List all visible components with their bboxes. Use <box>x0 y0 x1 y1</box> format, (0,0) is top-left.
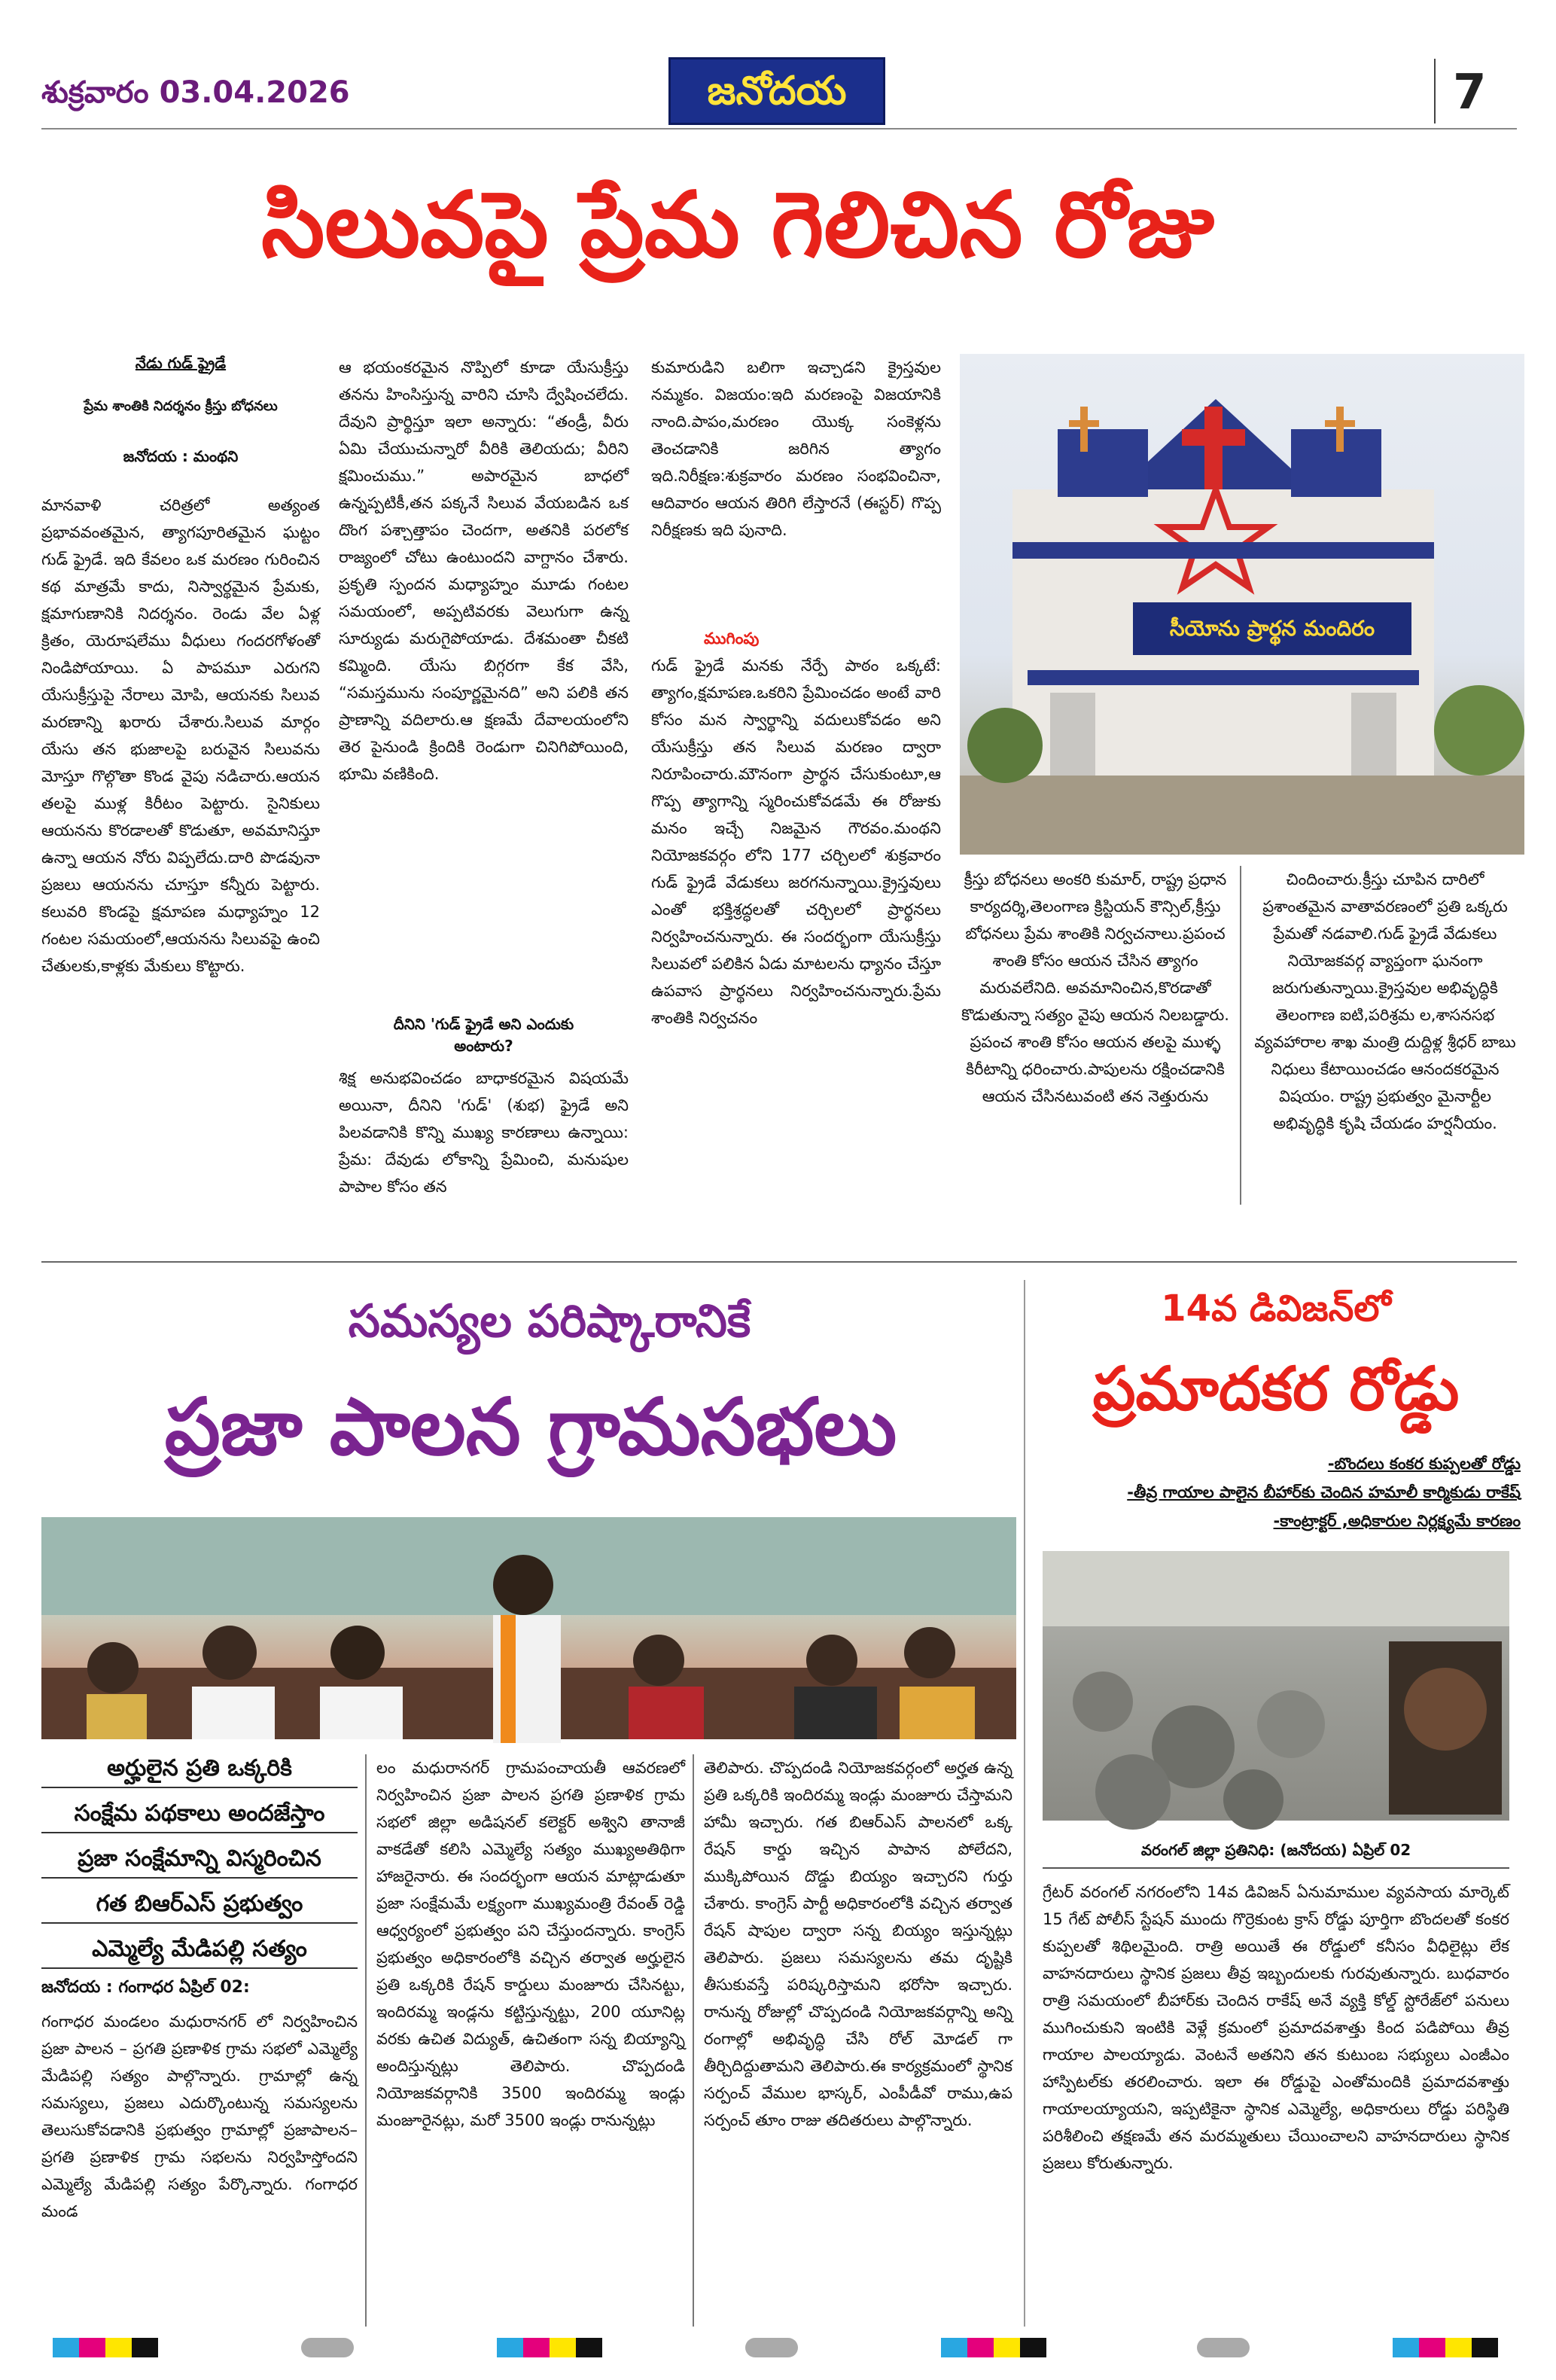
lead-col-2b-text: శిక్ష అనుభవించడం బాధాకరమైన విషయమే అయినా, దీనిని 'గుడ్' (శుభ) ఫ్రైడే అని పిలవడానికి కొన్ని ముఖ్య కారణాలు ఉన్నాయి: ప్రేమ: దేవుడు లోకాన్ని ప్రేమించి, మనుషుల పాపాల కోసం తన <box>339 1069 634 1196</box>
third-dateline-rule <box>1043 1867 1509 1869</box>
third-dateline: వరంగల్ జిల్లా ప్రతినిధి: (జనోదయ) ఏప్రిల్ 02 <box>1140 1841 1411 1859</box>
second-sub-1: అర్హులైన ప్రతి ఒక్కరికి <box>41 1751 358 1788</box>
col-divider-2 <box>365 1754 367 2327</box>
second-kicker: సమస్యల పరిష్కారానికే <box>348 1295 751 1348</box>
third-bullet-1: -బొందలు కంకర కుప్పలతో రోడ్డు <box>1327 1455 1521 1473</box>
lead-col-3 <box>651 354 946 1209</box>
second-col-2 <box>376 1754 690 2319</box>
lead-col-2 <box>339 354 634 1230</box>
masthead-divider <box>1434 59 1436 123</box>
lead-col-3-text: కుమారుడిని బలిగా ఇచ్చాడని క్రైస్తవుల నమ్మకం. విజయం:ఇది మరణంపై విజయానికి నాంది.పాపం,మరణం యొక్క సంకెళ్లను తెంచడానికి జరిగిన త్యాగం ఇది.నిరీక్షణ:శుక్రవారం మరణం సంభవించినా, ఆదివారం ఆయన తిరిగి లేస్తారనే (ఈస్టర్) గొప్ప నిరీక్షణకు ఇది పునాది. <box>651 358 946 539</box>
section-rule <box>41 1261 1517 1263</box>
third-body-text: గ్రేటర్ వరంగల్ నగరంలోని 14వ డివిజన్ ఏనుమాముల వ్యవసాయ మార్కెట్ 15 గేట్ పోలీస్ స్టేషన్ ముందు గొర్రెకుంట క్రాస్ రోడ్డు పూర్తిగా బొందలతో కంకర కుప్పలతో శిథిలమైంది. రాత్రి అయితే ఈ రోడ్డులో కనీసం వీధిలైట్లు లేక వాహనదారులు స్థానిక ప్రజలు తీవ్ర ఇబ్బందులకు గురవుతున్నారు. బుధవారం రాత్రి సమయంలో బీహార్‌కు చెందిన రాకేష్ అనే వ్యక్తి కోల్డ్ స్టోరేజ్‌లో పనులు ముగించుకుని ఇంటికి వెళ్లే క్రమంలో ప్రమాదవశాత్తు కింద పడిపోయి తీవ్ర గాయాల పాలయ్యాడు. వెంటనే అతనిని తన కుటుంబ సభ్యులు ఎంజీఎం హాస్పిటల్‌కు తరలించారు. ఇలా ఈ రోడ్డుపై ఎంతోమందికి ప్రమాదవశాత్తు గాయాలయ్యాయని, ఇప్పటికైనా స్థానిక ఎమ్మెల్యే, అధికారులు రోడ్డు పరిస్థితి పరిశీలించి తక్షణమే తన మరమ్మతులు చేయించాలని వాహనదారులు స్థానిక ప్రజలు కోరుతున్నారు. <box>1043 1883 1515 2172</box>
second-sub-3: ప్రజా సంక్షేమాన్ని విస్మరించిన <box>41 1841 358 1879</box>
church-photo <box>960 354 1524 855</box>
lead-col-5 <box>1250 866 1521 1212</box>
lead-subhead: ప్రేమ శాంతికి నిదర్శనం క్రీస్తు బోధనలు <box>84 398 278 414</box>
col-divider <box>1240 866 1241 1205</box>
third-bullets <box>1031 1449 1521 1535</box>
gramasabha-illustration <box>41 1517 1016 1739</box>
road-photo <box>1043 1551 1509 1821</box>
color-bar-1 <box>53 2338 158 2357</box>
lead-col-5-text: చిందించారు.క్రీస్తు చూపిన దారిలో ప్రశాంతమైన వాతావరణంలో ప్రతి ఒక్కరు ప్రేమతో నడవాలి.గుడ్ ఫ్రైడే వేడుకలు నియోజకవర్గ వ్యాప్తంగా ఘనంగా జరుగుతున్నాయి.క్రైస్తవుల అభివృద్ధికి తెలంగాణ ఐటి,పరిశ్రమ ల,శాసనసభ వ్యవహారాల శాఖ మంత్రి దుద్దిళ్ల శ్రీధర్ బాబు నిధులు కేటాయించడం ఆనందకరమైన విషయం. రాష్ట్ర ప్రభుత్వం మైనార్టీల అభివృద్ధికి కృషి చేయడం హర్షనీయం. <box>1254 870 1521 1132</box>
second-sub-4: గత బిఆర్ఎస్ ప్రభుత్వం <box>41 1886 358 1924</box>
color-bar-7 <box>1393 2338 1498 2357</box>
lead-col-2-subhead: దీనిని 'గుడ్ ఫ్రైడే అని ఎందుకు అంటారు? <box>393 1015 574 1055</box>
road-illustration <box>1043 1551 1509 1821</box>
second-subheads <box>41 1751 363 2339</box>
newspaper-logo <box>668 57 885 125</box>
third-bullet-3: -కాంట్రాక్టర్ ,అధికారుల నిర్లక్ష్యమే కారణం <box>1273 1512 1521 1530</box>
third-headline: ప్రమాదకర రోడ్డు <box>1092 1354 1460 1424</box>
second-col-2-text: లం మధురానగర్ గ్రామపంచాయతీ ఆవరణలో నిర్వహించిన ప్రజా పాలన ప్రగతి ప్రణాళిక గ్రామ సభలో జిల్లా అడిషనల్ కలెక్టర్ అశ్విని తానాజీ వాకడేతో కలిసి ఎమ్మెల్యే సత్యం ముఖ్యఅతిథిగా హాజరైనారు. ఈ సందర్భంగా ఆయన మాట్లాడుతూ ప్రజా సంక్షేమమే లక్ష్యంగా ముఖ్యమంత్రి రేవంత్ రెడ్డి ఆధ్వర్యంలో ప్రభుత్వం పని చేస్తుందన్నారు. కాంగ్రెస్ ప్రభుత్వం అధికారంలోకి వచ్చిన తర్వాత అర్హులైన ప్రతి ఒక్కరికి రేషన్ కార్డులు మంజూరు చేసినట్టు, ఇందిరమ్మ ఇండ్లను కట్టిస్తున్నట్టు, 200 యూనిట్ల వరకు ఉచిత విద్యుత్, ఉచితంగా సన్న బియ్యాన్ని అందిస్తున్నట్లు తెలిపారు. చొప్పదండి నియోజకవర్గానికి 3500 ఇందిరమ్మ ఇండ్లు మంజూరైనట్లు, మరో 3500 ఇండ్లు రానున్నట్లు <box>376 1759 690 2129</box>
print-color-bars <box>0 2338 1556 2368</box>
second-sub-5: ఎమ్మెల్యే మేడిపల్లి సత్యం <box>41 1931 358 1969</box>
color-bar-5 <box>941 2338 1046 2357</box>
lead-col-2-text: ఆ భయంకరమైన నొప్పిలో కూడా యేసుక్రీస్తు తనను హింసిస్తున్న వారిని చూసి ద్వేషించలేదు. దేవుని ప్రార్థిస్తూ ఇలా అన్నారు: “తండ్రీ, వీరు ఏమి చేయుచున్నారో వీరికి తెలియదు; వీరిని క్షమించుము.” అపారమైన బాధలో ఉన్నప్పటికీ,తన పక్కనే సిలువ వేయబడిన ఒక దొంగ పశ్చాత్తాపం చెందగా, అతనికి పరలోక రాజ్యంలో చోటు ఉంటుందని వాగ్దానం చేశారు. ప్రకృతి స్పందన మధ్యాహ్నం మూడు గంటల సమయంలో, అప్పటివరకు వెలుగుగా ఉన్న సూర్యుడు మరుగైపోయాడు. దేశమంతా చీకటి కమ్మింది. యేసు బిగ్గరగా కేక వేసి, “సమస్తమును సంపూర్ణమైనది” అని పలికి తన ప్రాణాన్ని వదిలారు.ఆ క్షణమే దేవాలయంలోని తెర పైనుండి క్రిందికి రెండుగా చినిగిపోయింది, భూమి వణికింది. <box>339 358 634 783</box>
logo-text: జనోదయ <box>707 69 847 114</box>
lead-col-3-subhead: ముగింపు <box>704 629 760 648</box>
lead-col-4 <box>960 866 1235 1212</box>
second-headline: ప్రజా పాలన గ్రామసభలు <box>164 1381 897 1473</box>
col-divider-4 <box>1024 1280 1025 2327</box>
lead-headline: సిలువపై ప్రేమ గెలిచిన రోజు <box>261 173 1214 278</box>
masthead-date: శుక్రవారం 03.04.2026 <box>41 75 350 110</box>
color-bar-2 <box>301 2338 354 2357</box>
second-col-1-text: గంగాధర మండలం మధురానగర్ లో నిర్వహించిన ప్రజా పాలన – ప్రగతి ప్రణాళిక గ్రామ సభలో ఎమ్మెల్యే మేడిపల్లి సత్యం పాల్గొన్నారు. గ్రామాల్లో ఉన్న సమస్యలు, ప్రజలు ఎదుర్కొంటున్న సమస్యలను తెలుసుకోవడానికి ప్రభుత్వం గ్రామాల్లో ప్రజాపాలన–ప్రగతి ప్రణాళిక గ్రామ సభలను నిర్వహిస్తోందని ఎమ్మెల్యే మేడిపల్లి సత్యం పేర్కొన్నారు. గంగాధర మండ <box>41 2013 363 2220</box>
third-kicker: 14వ డివిజన్‌లో <box>1161 1288 1391 1330</box>
masthead-rule <box>41 128 1517 130</box>
lead-story <box>41 339 1521 1242</box>
third-bullet-2: -తీవ్ర గాయాల పాలైన బీహార్‌కు చెందిన హమాలీ కార్మికుడు రాకేష్ <box>1127 1483 1521 1501</box>
second-col-3-text: తెలిపారు. చొప్పదండి నియోజకవర్గంలో అర్హత ఉన్న ప్రతి ఒక్కరికి ఇందిరమ్మ ఇండ్లు మంజూరు చేస్తామని హామీ ఇచ్చారు. గత బిఆర్ఎస్ పాలనలో ఒక్క రేషన్ కార్డు ఇచ్చిన పాపాన పోలేదని, ముక్కిపోయిన దొడ్డు బియ్యం ఇచ్చారని గుర్తు చేశారు. కాంగ్రెస్ పార్టీ అధికారంలోకి వచ్చిన తర్వాత రేషన్ షాపుల ద్వారా సన్న బియ్యం ఇస్తున్నట్లు తెలిపారు. ప్రజలు సమస్యలను తమ దృష్టికి తీసుకువస్తే పరిష్కరిస్తామని భరోసా ఇచ్చారు. రానున్న రోజుల్లో చొప్పదండి నియోజకవర్గాన్ని అన్ని రంగాల్లో అభివృద్ధి చేసి రోల్ మోడల్ గా తీర్చిదిద్దుతామని తెలిపారు.ఈ కార్యక్రమంలో స్థానిక సర్పంచ్ వేముల భాస్కర్, ఎంపీడీవో రాము,ఉప సర్పంచ్ తూం రాజు తదితరులు పాల్గొన్నారు. <box>704 1759 1018 2129</box>
color-bar-6 <box>1197 2338 1250 2357</box>
lead-col-1-text: మానవాళి చరిత్రలో అత్యంత ప్రభావవంతమైన, త్యాగపూరితమైన ఘట్టం గుడ్ ఫ్రైడే. ఇది కేవలం ఒక మరణం గురించిన కథ మాత్రమే కాదు, నిస్వార్థమైన ప్రేమకు, క్షమాగుణానికి నిదర్శనం. రెండు వేల ఏళ్ల క్రితం, యెరూషలేము వీధులు గందరగోళంతో నిండిపోయాయి. ఏ పాపమూ ఎరుగని యేసుక్రీస్తుపై నేరాలు మోపి, ఆయనకు సిలువ మరణాన్ని ఖరారు చేశారు.సిలువ మార్గం యేసు తన భుజాలపై బరువైన సిలువను మోస్తూ గొల్గొతా కొండ వైపు నడిచారు.ఆయన తలపై ముళ్ల కిరీటం పెట్టారు. సైనికులు ఆయనను కొరడాలతో కొడుతూ, అవమానిస్తూ ఉన్నా ఆయన నోరు విప్పలేదు.దారి పొడవునా ప్రజలు ఆయనను చూస్తూ కన్నీరు పెట్టారు. కలువరి కొండపై క్షమాపణ మధ్యాహ్నం 12 గంటల సమయంలో,ఆయనను సిలువపై ఉంచి చేతులకు,కాళ్లకు మేకులు కొట్టారు. <box>41 496 325 975</box>
lead-dateline: జనోదయ : మంథని <box>123 447 239 465</box>
color-bar-3 <box>497 2338 602 2357</box>
lead-col-1 <box>41 339 325 1184</box>
lead-kicker: నేడు గుడ్ ఫ్రైడే <box>135 354 227 372</box>
church-sign-text: సీయోను ప్రార్థన మందిరం <box>1169 616 1375 641</box>
gramasabha-photo <box>41 1517 1016 1739</box>
church-illustration <box>960 354 1524 855</box>
second-sub-2: సంక్షేమ పథకాలు అందజేస్తాం <box>41 1796 358 1833</box>
second-dateline: జనోదయ : గంగాధర ఏప్రిల్ 02: <box>41 1978 250 1997</box>
third-body <box>1043 1879 1515 2315</box>
lead-col-4-text: క్రీస్తు బోధనలు అంకరి కుమార్, రాష్ట్ర ప్రధాన కార్యదర్శి,తెలంగాణ క్రిస్టియన్ కౌన్సిల్,క్రీస్తు బోధనలు ప్రేమ శాంతికి నిర్వచనాలు.ప్రపంచ శాంతి కోసం ఆయన చేసిన త్యాగం మరువలేనిది. అవమానించిన,కొరడాతో కొడుతున్నా సత్యం వైపు ఆయన నిలబడ్డారు. ప్రపంచ శాంతి కోసం ఆయన తలపై ముళ్ళ కిరీటాన్ని ధరించారు.పాపులను రక్షించడానికి ఆయన చేసినటువంటి తన నెత్తురును <box>961 870 1235 1105</box>
second-col-3 <box>704 1754 1018 2319</box>
col-divider-3 <box>693 1754 694 2327</box>
page-number: 7 <box>1453 65 1487 120</box>
color-bar-4 <box>745 2338 798 2357</box>
lead-col-3b-text: గుడ్ ఫ్రైడే మనకు నేర్పే పాఠం ఒక్కటే: త్యాగం,క్షమాపణ.ఒకరిని ప్రేమించడం అంటే వారి కోసం మన స్వార్థాన్ని వదులుకోవడం అని యేసుక్రీస్తు తన సిలువ మరణం ద్వారా నిరూపించారు.మౌనంగా ప్రార్థన చేసుకుంటూ,ఆ గొప్ప త్యాగాన్ని స్మరించుకోవడమే ఈ రోజుకు మనం ఇచ్చే నిజమైన గౌరవం.మంథని నియోజకవర్గం లోని 177 చర్చిలలో శుక్రవారం గుడ్ ఫ్రైడే వేడుకలు జరగనున్నాయి.క్రైస్తవులు ఎంతో భక్తిశ్రద్ధలతో చర్చిలలో ప్రార్థనలు నిర్వహించనున్నారు. ఈ సందర్భంగా యేసుక్రీస్తు సిలువలో పలికిన ఏడు మాటలను ధ్యానం చేస్తూ ఉపవాస ప్రార్థనలు నిర్వహించనున్నారు.ప్రేమ శాంతికి నిర్వచనం <box>651 657 946 1027</box>
